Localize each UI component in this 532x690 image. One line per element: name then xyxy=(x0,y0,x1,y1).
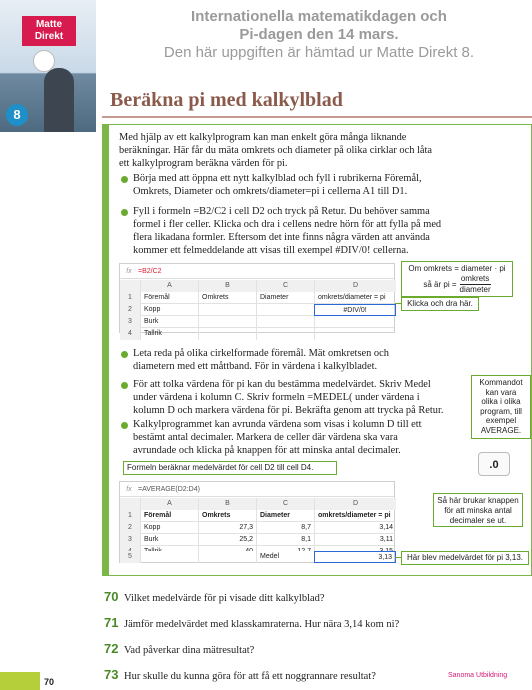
page-number: 70 xyxy=(44,677,55,687)
decrease-decimals-button: .0 xyxy=(478,452,510,476)
step-1: Börja med att öppna ett nytt kalkylblad och fyll i rubrikerna Föremål, Omkrets, Diameter och omkrets/diameter=pi i cellerna A1 till D1. xyxy=(133,173,422,197)
table-row: 2 Kopp 27,3 8,7 3,14 xyxy=(120,522,394,534)
bullet-icon xyxy=(121,351,128,358)
question-71: 71 Jämför medelvärdet med klasskamraterna. Hur nära 3,14 kom ni? xyxy=(104,615,400,630)
fx-icon: fx xyxy=(126,486,132,493)
bullet-icon xyxy=(121,209,128,216)
header-text: Internationella matematikdagen och Pi-dagen den 14 mars. Den här uppgiften är hämtad ur Matte Direkt 8. xyxy=(163,8,475,61)
column-header-row: A B C D xyxy=(120,498,394,510)
table-row: 1 Föremål Omkrets Diameter omkrets/diameter = pi xyxy=(120,510,394,522)
button-callout: Så här brukar knappen för att minska antal decimaler se ut. xyxy=(433,493,523,527)
step-5: Kalkylprogrammet kan avrunda värdena som visas i kolumn D till ett bestämt antal decimaler. Markera de celler där värdena ska vara avrundade och klicka på knappen för att minska antal decimaler. xyxy=(133,419,422,456)
table-row: 1 Föremål Omkrets Diameter omkrets/diameter = pi xyxy=(120,292,394,304)
publisher-logo: Sanoma Utbildning xyxy=(448,672,508,679)
pi-formula-callout: Om omkrets = diameter · pi så är pi = omkrets diameter xyxy=(401,261,513,297)
question-70: 70 Vilket medelvärde för pi visade ditt kalkylblad? xyxy=(104,589,325,604)
intro-text: Med hjälp av ett kalkylprogram kan man enkelt göra många liknande beräkningar. Här får du mäta omkrets och diameter på olika cirklar och låta ett kalkylprogram beräkna värden för pi. xyxy=(119,132,433,169)
step-3: Leta reda på olika cirkelformade föremål. Mät omkretsen och diametern med ett måttband. För in värdena i kalkylbladet. xyxy=(133,348,389,372)
drag-callout: Klicka och dra här. xyxy=(401,297,479,311)
step-2: Fyll i formeln =B2/C2 i cell D2 och tryck på Retur. Du behöver samma formel i fler celler. Klicka och dra i cellens nedre hörn för att fylla på med flera likadana formler. Eftersom det inte finns några värden att använda kommer ett felmeddelande att visas till exempel #DIV/0! cellerna. xyxy=(133,206,442,256)
book-cover xyxy=(0,0,96,132)
table-row: 3 Burk 25,2 8,1 3,11 xyxy=(120,534,394,546)
spreadsheet-2-lastrow: 5 Medel 3,13 xyxy=(119,551,395,563)
person-image xyxy=(44,68,74,132)
bullet-icon xyxy=(121,382,128,389)
bullet-icon xyxy=(121,422,128,429)
step-4: För att tolka värdena för pi kan du bestämma medelvärdet. Skriv Medel under värdena i kolumn C. Skriv formeln =MEDEL( under värdena i kolumn D och markera värdena för pi. Bekräfta genom att trycka på Retur. xyxy=(133,379,444,416)
question-72: 72 Vad påverkar dina mätresultat? xyxy=(104,641,255,656)
table-row: 2 Kopp #DIV/0! xyxy=(120,304,394,316)
bullet-icon xyxy=(121,176,128,183)
column-header-row: A B C D xyxy=(120,280,394,292)
selected-cell: #DIV/0! xyxy=(314,304,396,316)
footer-bar xyxy=(0,672,40,690)
title-divider xyxy=(102,116,532,118)
question-73: 73 Hur skulle du kunna göra för att få ett noggrannare resultat? xyxy=(104,667,376,682)
cover-brand: Matte Direkt xyxy=(22,16,76,46)
spreadsheet-1 xyxy=(119,263,395,337)
mean-callout: Här blev medelvärdet för pi 3,13. xyxy=(401,551,529,565)
average-callout: Formeln beräknar medelvärdet för cell D2 till cell D4. xyxy=(123,461,337,475)
command-callout: Kommandot kan vara olika i olika program, till exempel AVERAGE. xyxy=(471,375,531,439)
spreadsheet-2 xyxy=(119,481,395,561)
formula-bar: fx =B2/C2 xyxy=(120,264,394,279)
exercise-panel xyxy=(102,124,532,576)
table-row: 4 Tallrik xyxy=(120,328,394,340)
formula-bar: fx =AVERAGE(D2:D4) xyxy=(120,482,394,497)
fx-icon: fx xyxy=(126,268,132,275)
selected-cell: 3,13 xyxy=(314,551,396,563)
grade-badge: 8 xyxy=(6,104,28,126)
page-title: Beräkna pi med kalkylblad xyxy=(110,89,343,111)
table-row: 3 Burk xyxy=(120,316,394,328)
